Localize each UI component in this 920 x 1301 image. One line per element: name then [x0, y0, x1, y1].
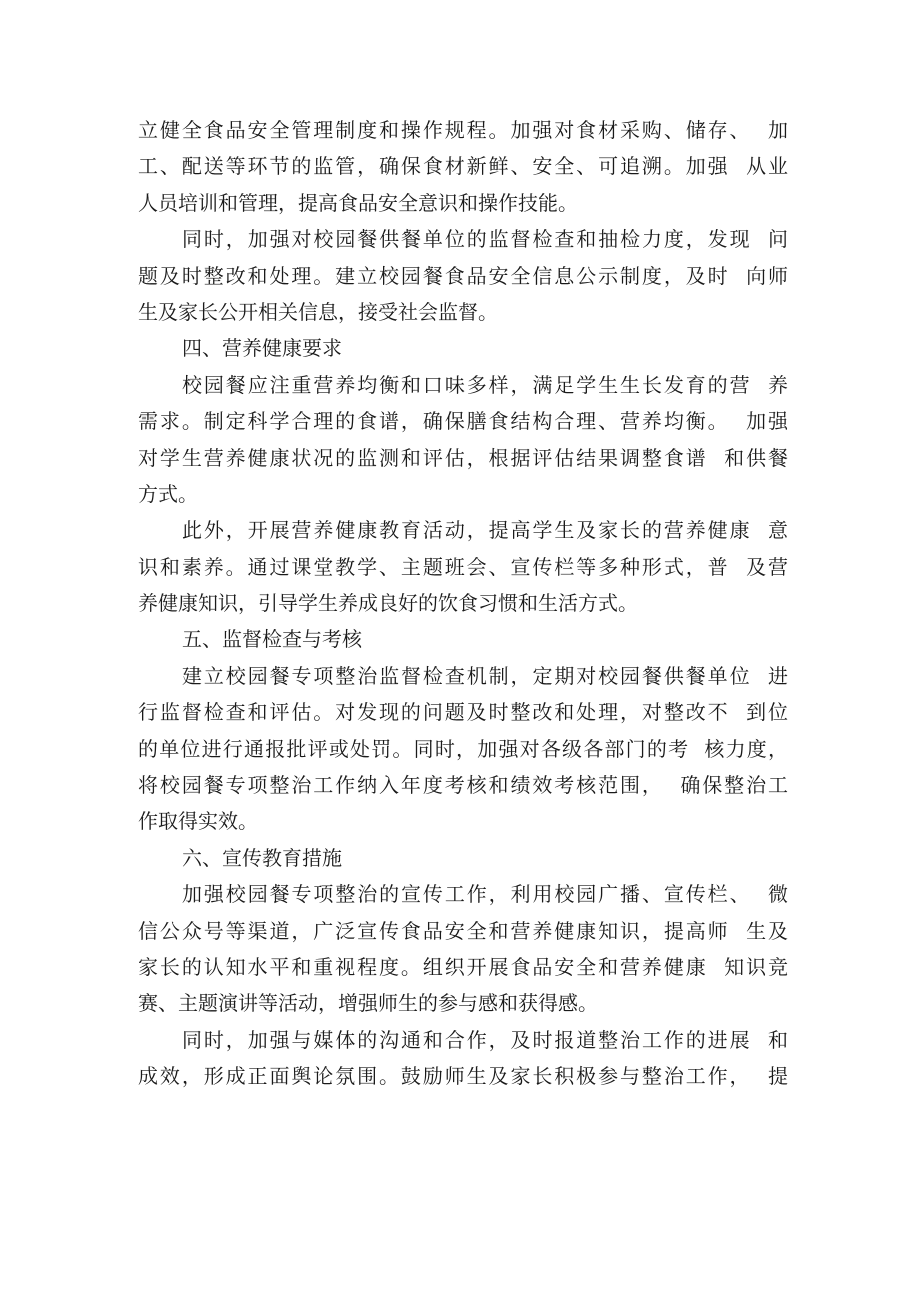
- text-line: 识和素养。通过课堂教学、主题班会、宣传栏等多种形式，普 及营: [138, 554, 788, 579]
- text-line: 成效，形成正面舆论氛围。鼓励师生及家长积极参与整治工作， 提: [138, 1064, 788, 1089]
- text-line: 对学生营养健康状况的监测和评估，根据评估结果调整食谱 和供餐: [138, 445, 788, 470]
- text-line: 立健全食品安全管理制度和操作规程。加强对食材采购、储存、 加: [138, 118, 788, 142]
- text-line: 同时，加强对校园餐供餐单位的监督检查和抽检力度，发现 问: [182, 227, 788, 252]
- text-line: 建立校园餐专项整治监督检查机制，定期对校园餐供餐单位 进: [182, 663, 788, 688]
- text-line: 作取得实效。: [138, 809, 258, 834]
- text-line: 校园餐应注重营养均衡和口味多样，满足学生生长发育的营 养: [182, 372, 788, 397]
- text-line: 需求。制定科学合理的食谱，确保膳食结构合理、营养均衡。 加强: [138, 409, 788, 434]
- document-body: [138, 112, 788, 1095]
- text-line: 生及家长公开相关信息，接受社会监督。: [138, 299, 498, 324]
- text-line: 养健康知识，引导学生养成良好的饮食习惯和生活方式。: [138, 591, 638, 616]
- text-line: 题及时整改和处理。建立校园餐食品安全信息公示制度，及时 向师: [138, 263, 788, 288]
- text-line: 此外，开展营养健康教育活动，提高学生及家长的营养健康 意: [182, 518, 788, 543]
- text-line: 将校园餐专项整治工作纳入年度考核和绩效考核范围， 确保整治工: [138, 773, 788, 798]
- text-line: 家长的认知水平和重视程度。组织开展食品安全和营养健康 知识竞: [138, 954, 788, 979]
- text-line: 的单位进行通报批评或处罚。同时，加强对各级各部门的考 核力度，: [138, 736, 788, 761]
- text-line: 加强校园餐专项整治的宣传工作，利用校园广播、宣传栏、 微: [182, 882, 788, 907]
- text-line: 信公众号等渠道，广泛宣传食品安全和营养健康知识，提高师 生及: [138, 918, 788, 943]
- text-line: 工、配送等环节的监管，确保食材新鲜、安全、可追溯。加强 从业: [138, 154, 788, 179]
- text-line: 同时，加强与媒体的沟通和合作，及时报道整治工作的进展 和: [182, 1027, 788, 1052]
- text-line: 六、宣传教育措施: [182, 845, 342, 870]
- text-line: 赛、主题演讲等活动，增强师生的参与感和获得感。: [138, 991, 598, 1016]
- text-line: 五、监督检查与考核: [182, 627, 362, 652]
- text-line: 四、营养健康要求: [182, 336, 342, 361]
- text-line: 方式。: [138, 481, 198, 506]
- text-line: 人员培训和管理，提高食品安全意识和操作技能。: [138, 190, 578, 215]
- text-line: 行监督检查和评估。对发现的问题及时整改和处理，对整改不 到位: [138, 700, 788, 725]
